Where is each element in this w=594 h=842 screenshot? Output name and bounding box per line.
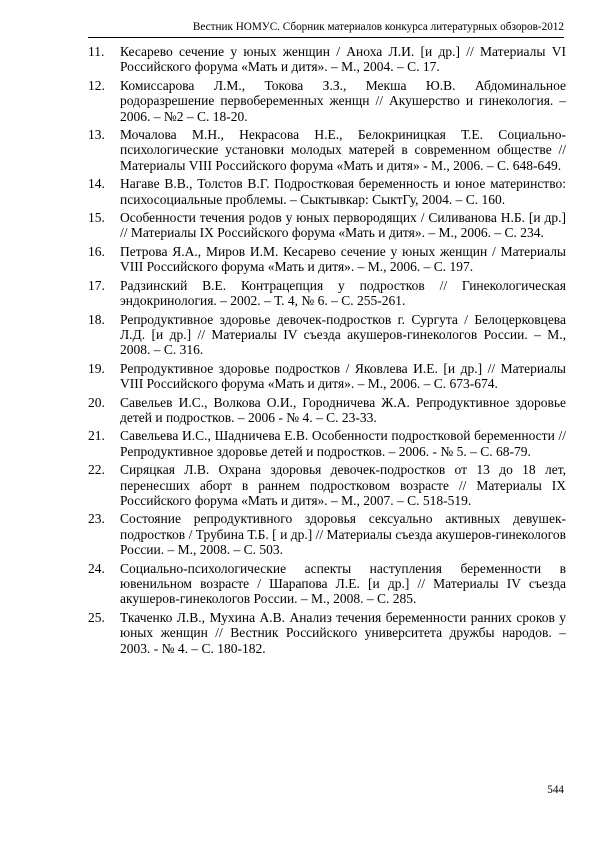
reference-text: Савельев И.С., Волкова О.И., Городничева Ж.А. Репродуктивное здоровье детей и подростков. – 2006 - № 4. – С. 23-33. [120, 394, 566, 425]
reference-item [88, 610, 566, 656]
reference-number: 25. [88, 609, 105, 625]
reference-item [88, 561, 566, 607]
reference-text: Особенности течения родов у юных первородящих / Силиванова Н.Б. [и др.] // Материалы IX Российского форума «Мать и дитя». – М., 2006. – С. 234. [120, 210, 566, 241]
reference-item [88, 312, 566, 358]
reference-text: Сиряцкая Л.В. Охрана здоровья девочек-подростков от 13 до 18 лет, перенесших аборт в раннем подростковом возрасте // Материалы IX Российского форума «Мать и дитя». – М., 2007. – С. 518-519. [120, 462, 566, 508]
reference-text: Комиссарова Л.М., Токова З.З., Мекша Ю.В. Абдоминальное родоразрешение первобеременных женщн // Акушерство и гинекология. – 2006. – №2 – С. 18-20. [120, 77, 566, 124]
page-number: 544 [547, 784, 564, 796]
reference-text: Состояние репродуктивного здоровья сексуально активных девушек-подростков / Трубина Т.Б. [ и др.] // Материалы съезда акушеров-гинекологов России. – М., 2008. – С. 503. [120, 511, 566, 558]
reference-number: 11. [88, 44, 105, 59]
reference-item [88, 210, 566, 241]
reference-number: 19. [88, 360, 105, 376]
reference-number: 22. [88, 462, 105, 478]
reference-item [88, 176, 566, 207]
reference-number: 12. [88, 77, 105, 93]
reference-item [88, 244, 566, 275]
header-rule [88, 37, 564, 38]
reference-text: Радзинский В.Е. Контрацепция у подростков // Гинекологическая эндокринология. – 2002. – Т. 4, № 6. – С. 255-261. [120, 277, 566, 309]
reference-text: Мочалова М.Н., Некрасова Н.Е., Белокриницкая Т.Е. Социально-психологические установки молодых матерей в современном обществе // Материалы VIII Российского форума «Мать и дитя» - М., 2006. – С. 648-649. [120, 127, 566, 173]
reference-item [88, 462, 566, 508]
reference-number: 24. [88, 560, 105, 576]
reference-number: 15. [88, 210, 105, 226]
reference-item [88, 511, 566, 557]
reference-text: Репродуктивное здоровье девочек-подростков г. Сургута / Белоцерковцева Л.Д. [и др.] // Материалы IV съезда акушеров-гинекологов России. – М., 2008. – С. 316. [120, 311, 566, 358]
reference-text: Кесарево сечение у юных женщин / Аноха Л.И. [и др.] // Материалы VI Российского форума «Мать и дитя». – М., 2004. – С. 17. [120, 44, 566, 75]
reference-list [88, 44, 566, 659]
reference-number: 18. [88, 311, 105, 327]
reference-text: Петрова Я.А., Миров И.М. Кесарево сечение у юных женщин / Материалы VIII Российского форума «Мать и дитя». – М., 2006. – С. 197. [120, 243, 566, 275]
reference-number: 17. [88, 277, 105, 293]
reference-item [88, 127, 566, 173]
running-header: Вестник НОМУС. Сборник материалов конкурса литературных обзоров-2012 [192, 21, 564, 33]
reference-number: 20. [88, 394, 105, 410]
reference-number: 14. [88, 176, 105, 192]
reference-text: Ткаченко Л.В., Мухина А.В. Анализ течения беременности ранних сроков у юных женщин // Вестник Российского университета дружбы народов. – 2003. - № 4. – С. 180-182. [120, 609, 566, 656]
reference-text: Репродуктивное здоровье подростков / Яковлева И.Е. [и др.] // Материалы VIII Российского форума «Мать и дитя». – М., 2006. – С. 673-674. [120, 360, 566, 392]
reference-number: 21. [88, 428, 105, 444]
reference-text: Савельева И.С., Шадничева Е.В. Особенности подростковой беременности // Репродуктивное здоровье детей и подростков. – 2006. - № 5. – С. 68-79. [120, 428, 566, 459]
reference-text: Социально-психологические аспекты наступления беременности в ювенильном возрасте / Шарапова Л.Е. [и др.] // Материалы IV съезда акушеров-гинекологов России. – М., 2008. – С. 285. [120, 560, 566, 607]
reference-item [88, 395, 566, 426]
reference-number: 13. [88, 127, 105, 143]
reference-item [88, 361, 566, 392]
reference-item [88, 278, 566, 309]
reference-item [88, 428, 566, 459]
reference-item [88, 44, 566, 75]
reference-number: 23. [88, 511, 105, 527]
reference-number: 16. [88, 243, 105, 259]
reference-text: Нагаве В.В., Толстов В.Г. Подростковая беременность и юное материнство: психосоциальные проблемы. – Сыктывкар: СыктГу, 2004. – С. 160. [120, 176, 566, 207]
reference-item [88, 78, 566, 124]
